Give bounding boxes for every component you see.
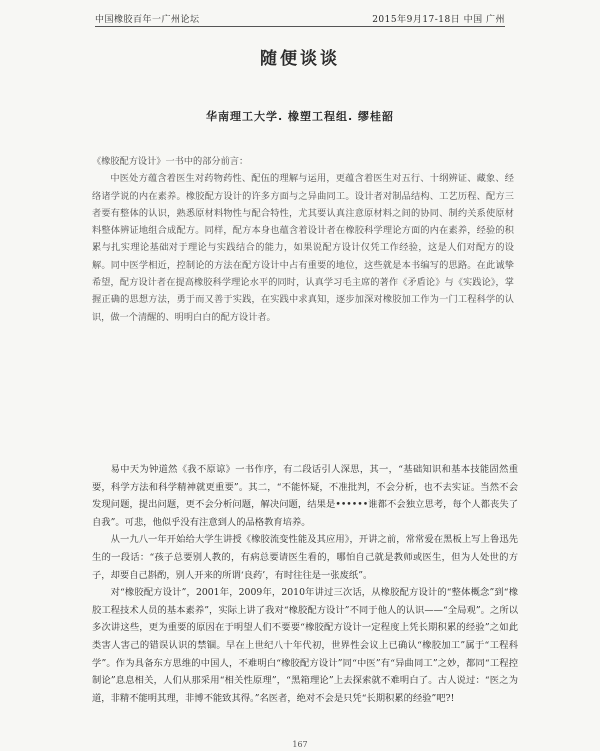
author-affiliation: 华南理工大学. 橡塑工程组. 缪桂韶 — [205, 110, 394, 123]
quote-body: 中医处方蕴含着医生对药物药性、配伍的理解与运用，更蕴含着医生对五行、十纲辨证、藏象、经络诸学说的内在素养。橡胶配方设计的许多方面与之异曲同工。设计者对制品结构、工艺历程、配方三者要有整体的认识，熟悉原材料物性与配合特性，尤其要认真注意原材料之间的协同、制约关系使原材料整体辨证地组合成配方。同样，配方本身也蕴含着设计者在橡胶科学理论方面的内在素养，经验的积累与扎实理论基础对于理论与实践结合的能力，如果说配方设计仅凭工作经验，这是人们对配方的设解。同中医学相近，控制论的方法在配方设计中占有重要的地位，这些就是本书编写的思路。在此诚挚希望，配方设计者在提高橡胶科学理论水平的同时，认真学习毛主席的著作《矛盾论》与《实践论》，掌握正确的思想方法，勇于而又善于实践，在实践中求真知，逐步加深对橡胶加工作为一门工程科学的认识，做一个清醒的、明明白白的配方设计者。 — [92, 173, 514, 323]
quoted-preface — [92, 153, 514, 326]
header-date-location: 2015年9月17-18日 中国 广州 — [372, 15, 505, 25]
essay-paragraph: 对“橡胶配方设计”，2001年，2009年，2010年讲过三次话，从橡胶配方设计的“整体概念”到“橡胶工程技术人员的基本素养”，实际上讲了我对“橡胶配方设计”不同于他人的认识——“全局观”。之所以多次讲这些，更为重要的原因在于明望人们不要要“橡胶配方设计一定程度上凭长期积累的经验”之如此类害人害己的错误认识的禁锢。早在上世纪八十年代初，世界性会议上已确认“橡胶加工”属于“工程科学”。作为具备东方思维的中国人，不难明白“橡胶配方设计”同“中医”有“异曲同工”之妙，都同“工程控制论”息息相关，人们从那采用“相关性原理”，“黑箱理论”上去探索就不难明白了。古人说过：“医之为道，非精不能明其理，非博不能致其得。”名医者，绝对不会是只凭“长期积累的经验”吧?! — [92, 587, 518, 704]
essay-body — [92, 461, 518, 707]
essay-paragraph: 易中天为钟道然《我不原谅》一书作序，有二段话引人深思，其一，“基础知识和基本技能固然重要，科学方法和科学精神就更重要”。其二，“不能怀疑，不准批判，不会分析，也不去实证。当然不会发现问题，提出问题，更不会分析问题，解决问题，结果是••••••谁都不会独立思考，每个人都丧失了自我”。可悲，他似乎没有注意到人的品格教育培养。 — [92, 464, 518, 528]
header-conference-title: 中国橡胶百年一广州论坛 — [95, 15, 200, 25]
page-number: 167 — [292, 740, 308, 749]
quote-intro: 《橡胶配方设计》一书中的部分前言： — [92, 156, 249, 167]
article-title: 随便谈谈 — [260, 49, 340, 69]
running-header — [95, 10, 505, 27]
essay-paragraph: 从一九八一年开始给大学生讲授《橡胶流变性能及其应用》，开讲之前，常常爱在黑板上写上鲁迅先生的一段话：“孩子总要别人教的，有病总要请医生看的，哪怕自己就是教师或医生，但为人处世的方子，却要自己斟酌，别人开来的所谓‘良药’，有时往往是一张废纸”。 — [92, 534, 518, 581]
